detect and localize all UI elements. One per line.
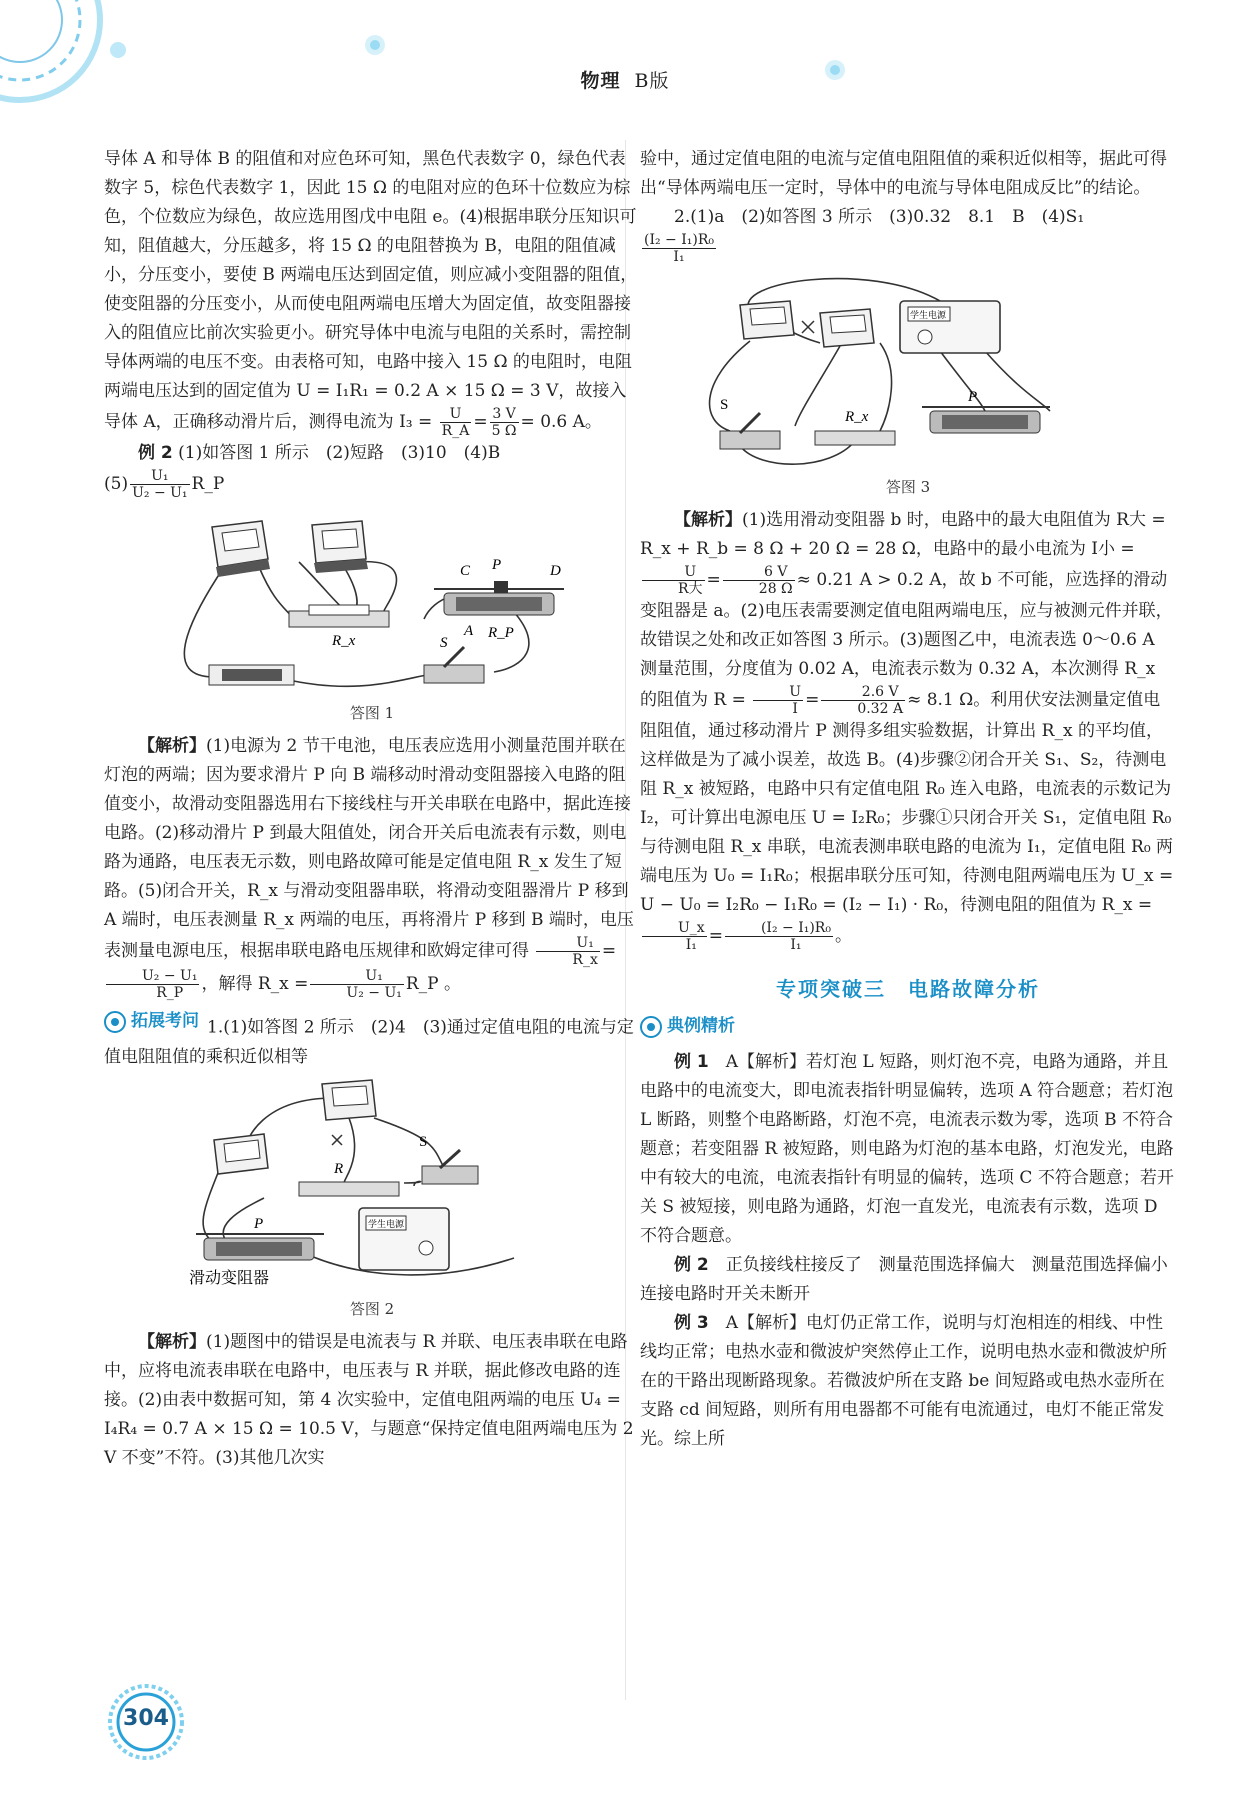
- edition-label: B版: [634, 70, 670, 92]
- fraction: $\frac{\text{U₁}}{\text{U₂ − U₁}}$: [132, 468, 188, 501]
- resistor-icon: [289, 605, 389, 627]
- battery-icon: [209, 665, 294, 685]
- voltmeter-icon: [322, 1080, 376, 1120]
- example-paragraph: 例 1 A【解析】若灯泡 L 短路，则灯泡不亮，电路为通路，并且电路中的电流变大，即电流表指针明显偏转，选项 A 符合题意；若灯泡 L 断路，则整个电路断路，灯泡不亮，电流表示数为零，选项 B 不符合题意；若变阻器 R 被短路，则电路为灯泡的基本电路，灯泡发光，电路中有较大的电流，电流表指针有明显的偏转，选项 C 不符合题意；若开关 S 被短接，则电路为通路，灯泡一直发光，电流表有示数，选项 D 不符合题意。: [640, 1051, 1174, 1246]
- fraction: $\frac{\text{(I₂ − I₁)R₀}}{\text{I₁}}$: [644, 232, 714, 265]
- corner-decoration: [0, 0, 140, 110]
- ammeter-icon: [212, 521, 270, 577]
- analysis-paragraph: 【解析】(1)选用滑动变阻器 b 时，电路中的最大电阻值为 R大 = R_x + R_b = 8 Ω + 20 Ω = 28 Ω，电路中的最小电流为 I小 = $\frac{U}{\text{R大}}$ = $\frac{6 V}{28 \Omega}$ ≈ 0.21 A > 0.2 A，故 b 不可能，应选择的滑动变阻器是 a。(2)电压表需要测定值电阻两端电压，应与被测元件并联，故错误之处和改正如答图 3 所示。(3)题图乙中，电流表选 0～0.6 A 测量范围，分度值为 0.02 A，电流表示数为 0.32 A，本次测得 R_x 的阻值为 R = $\frac{U}{I}$ = $\frac{2.6 V}{0.32 A}$ ≈ 8.1 Ω。利用伏安法测量定值电阻阻值，通过移动滑片 P 测得多组实验数据，计算出 R_x 的平均值，这样做是为了减小误差，故选 B。(4)步骤②闭合开关 S₁、S₂，待测电阻 R_x 被短路，电路中只有定值电阻 R₀ 连入电路，电流表的示数记为 I₂，可计算出电源电压 U = I₂R₀；步骤①只闭合开关 S₁，定值电阻 R₀ 与待测电阻 R_x 串联，电流表测串联电路的电流为 I₁，定值电阻 R₀ 两端电压为 U₀ = I₁R₀；根据串联分压可知，待测电阻两端电压为 U_x = U − U₀ = I₂R₀ − I₁R₀ = (I₂ − I₁) · R₀，待测电阻的阻值为 R_x = $\frac{U\_x}{\text{I₁}}$ = $\frac{\text{(I₂ − I₁)R₀}}{\text{I₁}}$ 。: [640, 510, 1174, 953]
- analysis-paragraph: 【解析】(1)电源为 2 节干电池，电压表应选用小测量范围并联在灯泡的两端；因为要求滑片 P 向 B 端移动时滑动变阻器接入电路的阻值变小，故滑动变阻器选用右下接线柱与开关串联在电路中，据此连接电路。(2)移动滑片 P 到最大阻值处，闭合开关后电流表有示数，则电路为通路，电压表无示数，则电路故障可能是定值电阻 R_x 发生了短路。(5)闭合开关，R_x 与滑动变阻器串联，将滑动变阻器滑片 P 移到 A 端时，电压表测量 R_x 两端的电压，再将滑片 P 移到 B 端时，电压表测量电源电压，根据串联电路电压规律和欧姆定律可得 $\frac{\text{U₁}}{R\_x}$ = $\frac{\text{U₂ − U₁}}{R\_P}$ ，解得 R_x = $\frac{\text{U₁}}{\text{U₂ − U₁}}$ R_P 。: [104, 736, 634, 1001]
- switch-icon: [422, 1150, 478, 1184]
- answer-line: 例 2 (1)如答图 1 所示 (2)短路 (3)10 (4)B: [138, 443, 501, 463]
- analysis-paragraph: 【解析】(1)题图中的错误是电流表与 R 并联、电压表串联在电路中，应将电流表串联在电路中，电压表与 R 并联，据此修改电路的连接。(2)由表中数据可知，第 4 次实验中，定值电阻两端的电压 U₄ = I₄R₄ = 0.7 A × 15 Ω = 10.5 V，与题意“保持定值电阻两端电压为 2 V 不变”不符。(3)其他几次实: [104, 1331, 634, 1468]
- answer-figure-1: [104, 507, 640, 728]
- ammeter-icon: [214, 1134, 268, 1174]
- label-rheostat: 滑动变阻器: [189, 1267, 270, 1287]
- section-dot-icon: [104, 1011, 126, 1033]
- switch-icon: [720, 413, 780, 449]
- rheostat-icon: [196, 1234, 324, 1260]
- ammeter-icon: [740, 301, 794, 339]
- answer-figure-2: [104, 1078, 640, 1324]
- label-d: D: [550, 563, 561, 579]
- section-title: 专项突破三 电路故障分析: [776, 977, 1040, 1001]
- label-supply: 学生电源: [910, 311, 947, 321]
- circuit-diagram-2: [104, 1078, 640, 1293]
- paragraph: 导体 A 和导体 B 的阻值和对应色环可知，黑色代表数字 0，绿色代表数字 5，棕色代表数字 1，因此 15 Ω 的电阻对应的色环十位数应为棕色，个位数应为绿色，故应选用图戊中电阻 e。(4)根据串联分压知识可知，阻值越大，分压越多，将 15 Ω 的电阻替换为 B，电阻的阻值减小，分压变小，要使 B 两端电压达到固定值，则应减小变阻器的阻值，使变阻器的分压变小，从而使电阻两端电压增大为固定值，故变阻器接入的阻值应比前次实验更小。研究导体中电流与电阻的关系时，需控制导体两端的电压不变。由表格可知，电路中接入 15 Ω 的电阻时，电阻两端电压达到的固定值为 U = I₁R₁ = 0.2 A × 15 Ω = 3 V，故接入导体 A，正确移动滑片后，测得电流为 I₃ = $\frac{U}{R\_A}$ = $\frac{3 V}{5 \Omega}$ = 0.6 A。: [104, 149, 638, 439]
- page-number: 304: [104, 1680, 188, 1764]
- answer-figure-3: [640, 271, 1176, 502]
- fraction: $\frac{U}{R\_A}$: [441, 406, 470, 439]
- voltmeter-icon: [312, 521, 368, 573]
- figure-caption: 答图 1: [349, 704, 395, 722]
- label-rp: R_P: [488, 625, 514, 641]
- switch-icon: [424, 647, 484, 683]
- voltmeter-icon: [820, 309, 874, 347]
- label-supply: 学生电源: [368, 1219, 405, 1230]
- answer-line: 2.(1)a (2)如答图 3 所示 (3)0.32 8.1 B (4)S₁: [674, 207, 1085, 227]
- rheostat-icon: [434, 581, 564, 615]
- answer-line: (5) $\frac{\text{U₁}}{\text{U₂ − U₁}}$ R_P: [104, 468, 225, 501]
- subsection-heading: 典例精析: [640, 1012, 1176, 1048]
- label-p: P: [968, 389, 978, 405]
- label-rx: R_x: [332, 633, 356, 649]
- label-s: S: [720, 397, 729, 413]
- answer-line: [640, 232, 1176, 265]
- extension-heading: 拓展考问: [104, 1007, 199, 1036]
- header-dot-icon: [360, 30, 390, 60]
- figure-caption: 答图 3: [885, 478, 931, 496]
- subject-label: 物理: [580, 70, 621, 92]
- label-s: S: [419, 1133, 428, 1150]
- extension-paragraph: 拓展考问 1.(1)如答图 2 所示 (2)4 (3)通过定值电阻的电流与定值电阻阻值的乘积近似相等: [104, 1007, 640, 1072]
- example-paragraph: 例 2 正负接线柱接反了 测量范围选择偏大 测量范围选择偏小 连接电路时开关未断开: [640, 1254, 1185, 1304]
- label-r: R: [334, 1160, 344, 1177]
- fraction: $\frac{3 V}{5 \Omega}$: [491, 406, 517, 439]
- label-c: C: [460, 563, 471, 579]
- power-supply-icon: [900, 301, 1000, 353]
- resistor-icon: [299, 1182, 399, 1196]
- rheostat-icon: [922, 407, 1050, 433]
- circuit-diagram-3: [640, 271, 1176, 471]
- circuit-diagram-1: [104, 507, 640, 697]
- section-dot-icon: [640, 1016, 662, 1038]
- label-p: P: [492, 557, 502, 573]
- figure-caption: 答图 2: [349, 1299, 395, 1318]
- paragraph: 验中，通过定值电阻的电流与定值电阻阻值的乘积近似相等，据此可得出“导体两端电压一定时，导体中的电流与导体电阻成反比”的结论。: [640, 149, 1167, 198]
- label-p: P: [254, 1215, 264, 1232]
- label-s: S: [440, 635, 448, 651]
- label-a: A: [464, 623, 474, 639]
- power-supply-icon: [359, 1208, 449, 1270]
- label-rx: R_x: [845, 409, 869, 425]
- page-header: [0, 66, 1250, 93]
- example-paragraph: 例 3 A【解析】电灯仍正常工作，说明与灯泡相连的相线、中性线均正常；电热水壶和微波炉突然停止工作，说明电热水壶和微波炉所在的干路出现断路现象。若微波炉所在支路 be 间短路或电热水壶所在支路 cd 间短路，则所有用电器都不可能有电流通过，电灯不能正常发光。综上所: [640, 1312, 1167, 1449]
- left-column: [104, 145, 640, 1473]
- right-column: [640, 145, 1185, 1454]
- resistor-icon: [815, 431, 895, 445]
